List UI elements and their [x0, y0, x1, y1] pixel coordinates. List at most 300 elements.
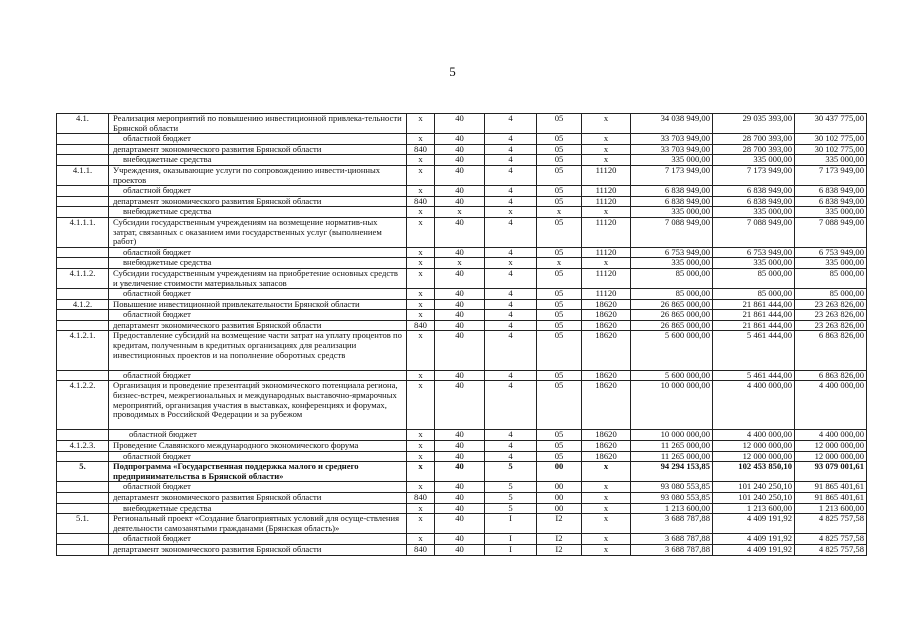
amount-year-1: 26 865 000,00 — [631, 320, 713, 331]
code-main-event: 05 — [537, 268, 582, 288]
code-subprogram: 4 — [485, 299, 537, 310]
page-number: 5 — [449, 64, 456, 79]
code-direction: х — [582, 514, 631, 534]
amount-year-3: 335 000,00 — [795, 258, 867, 269]
row-name: областной бюджет — [109, 134, 407, 145]
code-direction: 18620 — [582, 370, 631, 381]
code-program: 40 — [435, 430, 485, 441]
table-row — [57, 144, 867, 155]
code-program: 40 — [435, 320, 485, 331]
amount-year-2: 335 000,00 — [713, 258, 795, 269]
amount-year-2: 335 000,00 — [713, 155, 795, 166]
row-number — [57, 451, 109, 462]
table-row — [57, 534, 867, 545]
row-name: областной бюджет — [109, 430, 407, 441]
amount-year-3: 4 400 000,00 — [795, 381, 867, 430]
code-program: 40 — [435, 451, 485, 462]
code-program: 40 — [435, 462, 485, 482]
code-direction: х — [582, 207, 631, 218]
code-admin: х — [407, 381, 435, 430]
code-admin: 840 — [407, 196, 435, 207]
row-name: внебюджетные средства — [109, 258, 407, 269]
code-program: 40 — [435, 247, 485, 258]
table-row — [57, 299, 867, 310]
amount-year-1: 6 838 949,00 — [631, 196, 713, 207]
code-main-event: 05 — [537, 217, 582, 247]
row-number — [57, 134, 109, 145]
amount-year-2: 7 088 949,00 — [713, 217, 795, 247]
table-row — [57, 381, 867, 430]
row-name: областной бюджет — [109, 482, 407, 493]
row-name: Подпрограмма «Государственная поддержка малого и среднего предпринимательства в Брянской области» — [109, 462, 407, 482]
code-main-event: 05 — [537, 430, 582, 441]
table-row — [57, 545, 867, 556]
code-subprogram: 4 — [485, 451, 537, 462]
code-main-event: 05 — [537, 247, 582, 258]
amount-year-3: 7 088 949,00 — [795, 217, 867, 247]
row-name: Проведение Славянского международного экономического форума — [109, 441, 407, 452]
amount-year-2: 4 400 000,00 — [713, 430, 795, 441]
amount-year-2: 1 213 600,00 — [713, 503, 795, 514]
row-number — [57, 430, 109, 441]
code-direction: х — [582, 144, 631, 155]
row-name: областной бюджет — [109, 370, 407, 381]
code-admin: х — [407, 258, 435, 269]
code-program: 40 — [435, 310, 485, 321]
code-program: х — [435, 207, 485, 218]
amount-year-3: 1 213 600,00 — [795, 503, 867, 514]
code-admin: х — [407, 462, 435, 482]
row-number — [57, 155, 109, 166]
amount-year-3: 6 838 949,00 — [795, 186, 867, 197]
code-subprogram: 4 — [485, 381, 537, 430]
code-admin: х — [407, 310, 435, 321]
code-subprogram: 4 — [485, 247, 537, 258]
amount-year-2: 6 838 949,00 — [713, 186, 795, 197]
code-program: 40 — [435, 289, 485, 300]
code-subprogram: 4 — [485, 310, 537, 321]
row-name: департамент экономического развития Брянской области — [109, 196, 407, 207]
code-program: 40 — [435, 186, 485, 197]
code-direction: 18620 — [582, 331, 631, 370]
amount-year-1: 34 038 949,00 — [631, 114, 713, 134]
code-subprogram: 4 — [485, 134, 537, 145]
code-direction: 11120 — [582, 247, 631, 258]
row-number — [57, 310, 109, 321]
amount-year-1: 93 080 553,85 — [631, 493, 713, 504]
code-subprogram: 4 — [485, 320, 537, 331]
row-name: внебюджетные средства — [109, 503, 407, 514]
code-admin: 840 — [407, 320, 435, 331]
amount-year-2: 101 240 250,10 — [713, 493, 795, 504]
row-name: департамент экономического развития Брянской области — [109, 545, 407, 556]
row-number — [57, 289, 109, 300]
amount-year-1: 33 703 949,00 — [631, 134, 713, 145]
amount-year-3: 6 863 826,00 — [795, 370, 867, 381]
amount-year-3: 6 753 949,00 — [795, 247, 867, 258]
code-admin: х — [407, 217, 435, 247]
amount-year-2: 85 000,00 — [713, 268, 795, 288]
amount-year-3: 85 000,00 — [795, 268, 867, 288]
code-main-event: 05 — [537, 114, 582, 134]
code-admin: х — [407, 247, 435, 258]
row-number — [57, 493, 109, 504]
row-number — [57, 186, 109, 197]
table-row — [57, 247, 867, 258]
table-row — [57, 258, 867, 269]
code-program: 40 — [435, 503, 485, 514]
code-subprogram: 4 — [485, 441, 537, 452]
amount-year-1: 33 703 949,00 — [631, 144, 713, 155]
row-number — [57, 503, 109, 514]
row-number — [57, 320, 109, 331]
code-subprogram: 5 — [485, 482, 537, 493]
code-subprogram: 4 — [485, 331, 537, 370]
code-main-event: 00 — [537, 493, 582, 504]
table-row — [57, 451, 867, 462]
code-main-event: х — [537, 258, 582, 269]
code-main-event: I2 — [537, 534, 582, 545]
table-row — [57, 370, 867, 381]
code-admin: х — [407, 299, 435, 310]
row-name: областной бюджет — [109, 451, 407, 462]
amount-year-2: 21 861 444,00 — [713, 310, 795, 321]
amount-year-2: 6 753 949,00 — [713, 247, 795, 258]
code-subprogram: 4 — [485, 186, 537, 197]
code-direction: х — [582, 134, 631, 145]
amount-year-2: 21 861 444,00 — [713, 299, 795, 310]
code-admin: х — [407, 451, 435, 462]
code-subprogram: 4 — [485, 289, 537, 300]
code-main-event: 05 — [537, 310, 582, 321]
code-subprogram: х — [485, 258, 537, 269]
code-direction: 18620 — [582, 441, 631, 452]
code-main-event: I2 — [537, 514, 582, 534]
amount-year-2: 101 240 250,10 — [713, 482, 795, 493]
amount-year-2: 12 000 000,00 — [713, 451, 795, 462]
table-row — [57, 289, 867, 300]
code-main-event: 05 — [537, 451, 582, 462]
code-direction: х — [582, 503, 631, 514]
code-admin: х — [407, 165, 435, 185]
code-admin: х — [407, 268, 435, 288]
code-admin: х — [407, 289, 435, 300]
amount-year-1: 6 753 949,00 — [631, 247, 713, 258]
amount-year-3: 12 000 000,00 — [795, 451, 867, 462]
code-main-event: 00 — [537, 503, 582, 514]
code-admin: х — [407, 155, 435, 166]
code-subprogram: I — [485, 545, 537, 556]
code-subprogram: 4 — [485, 165, 537, 185]
code-program: 40 — [435, 134, 485, 145]
code-program: 40 — [435, 165, 485, 185]
code-subprogram: 4 — [485, 430, 537, 441]
code-admin: х — [407, 207, 435, 218]
amount-year-3: 335 000,00 — [795, 155, 867, 166]
amount-year-3: 335 000,00 — [795, 207, 867, 218]
code-direction: х — [582, 493, 631, 504]
amount-year-1: 85 000,00 — [631, 289, 713, 300]
amount-year-3: 7 173 949,00 — [795, 165, 867, 185]
code-subprogram: 4 — [485, 370, 537, 381]
table-row — [57, 268, 867, 288]
code-subprogram: 5 — [485, 493, 537, 504]
row-name: департамент экономического развития Брянской области — [109, 493, 407, 504]
table-row — [57, 441, 867, 452]
table-row — [57, 493, 867, 504]
table-row — [57, 196, 867, 207]
code-program: 40 — [435, 381, 485, 430]
table-row — [57, 320, 867, 331]
code-main-event: 05 — [537, 155, 582, 166]
code-admin: 840 — [407, 493, 435, 504]
table-row — [57, 503, 867, 514]
code-direction: х — [582, 462, 631, 482]
code-subprogram: I — [485, 534, 537, 545]
amount-year-3: 30 102 775,00 — [795, 144, 867, 155]
code-program: 40 — [435, 144, 485, 155]
table-row — [57, 482, 867, 493]
code-main-event: х — [537, 207, 582, 218]
table-row — [57, 217, 867, 247]
amount-year-1: 11 265 000,00 — [631, 451, 713, 462]
row-name: Региональный проект «Создание благоприятных условий для осуще-ствления деятельности самозанятыми гражданами (Брянская область)» — [109, 514, 407, 534]
amount-year-1: 26 865 000,00 — [631, 299, 713, 310]
amount-year-3: 12 000 000,00 — [795, 441, 867, 452]
code-admin: х — [407, 534, 435, 545]
row-name: Учреждения, оказывающие услуги по сопровождению инвести-ционных проектов — [109, 165, 407, 185]
amount-year-3: 93 079 001,61 — [795, 462, 867, 482]
amount-year-1: 7 088 949,00 — [631, 217, 713, 247]
code-subprogram: 5 — [485, 503, 537, 514]
amount-year-2: 335 000,00 — [713, 207, 795, 218]
code-main-event: I2 — [537, 545, 582, 556]
code-direction: 18620 — [582, 451, 631, 462]
amount-year-1: 3 688 787,88 — [631, 514, 713, 534]
code-admin: х — [407, 441, 435, 452]
code-program: 40 — [435, 370, 485, 381]
code-admin: х — [407, 134, 435, 145]
code-direction: 18620 — [582, 320, 631, 331]
row-number — [57, 258, 109, 269]
table-row — [57, 165, 867, 185]
row-name: внебюджетные средства — [109, 155, 407, 166]
code-admin: х — [407, 370, 435, 381]
code-subprogram: 4 — [485, 217, 537, 247]
code-subprogram: 4 — [485, 268, 537, 288]
amount-year-2: 28 700 393,00 — [713, 134, 795, 145]
amount-year-1: 5 600 000,00 — [631, 331, 713, 370]
code-main-event: 05 — [537, 196, 582, 207]
table-row — [57, 114, 867, 134]
row-name: областной бюджет — [109, 247, 407, 258]
code-direction: 18620 — [582, 381, 631, 430]
code-subprogram: I — [485, 514, 537, 534]
row-number: 4.1.2. — [57, 299, 109, 310]
row-name: Предоставление субсидий на возмещение части затрат на уплату процентов по кредитам, полученным в кредитных организациях для реализации инвестиционных проектов и на пополнение оборотных средств — [109, 331, 407, 370]
amount-year-3: 85 000,00 — [795, 289, 867, 300]
amount-year-3: 23 263 826,00 — [795, 320, 867, 331]
amount-year-1: 335 000,00 — [631, 207, 713, 218]
amount-year-2: 7 173 949,00 — [713, 165, 795, 185]
amount-year-1: 5 600 000,00 — [631, 370, 713, 381]
amount-year-3: 4 825 757,58 — [795, 545, 867, 556]
amount-year-1: 1 213 600,00 — [631, 503, 713, 514]
amount-year-1: 26 865 000,00 — [631, 310, 713, 321]
amount-year-1: 10 000 000,00 — [631, 430, 713, 441]
amount-year-3: 23 263 826,00 — [795, 310, 867, 321]
code-main-event: 00 — [537, 462, 582, 482]
code-program: 40 — [435, 331, 485, 370]
code-main-event: 05 — [537, 289, 582, 300]
code-main-event: 05 — [537, 186, 582, 197]
code-subprogram: 5 — [485, 462, 537, 482]
code-main-event: 00 — [537, 482, 582, 493]
row-number — [57, 545, 109, 556]
table-row — [57, 134, 867, 145]
row-name: областной бюджет — [109, 289, 407, 300]
code-admin: х — [407, 482, 435, 493]
row-number: 4.1.1.1. — [57, 217, 109, 247]
code-main-event: 05 — [537, 144, 582, 155]
code-direction: х — [582, 482, 631, 493]
table-row — [57, 514, 867, 534]
table-row — [57, 331, 867, 370]
code-main-event: 05 — [537, 370, 582, 381]
row-name: Организация и проведение презентаций экономического потенциала региона, бизнес-встреч, межрегиональных и международных выставочно-ярмарочных мероприятий, организация участия в выставках, конференциях и форумах, проводимых в Российской Федерации и за рубежом — [109, 381, 407, 430]
code-direction: 18620 — [582, 430, 631, 441]
code-admin: х — [407, 331, 435, 370]
amount-year-2: 6 838 949,00 — [713, 196, 795, 207]
row-number — [57, 207, 109, 218]
row-number: 5.1. — [57, 514, 109, 534]
amount-year-1: 94 294 153,85 — [631, 462, 713, 482]
code-program: 40 — [435, 534, 485, 545]
code-direction: 18620 — [582, 299, 631, 310]
amount-year-2: 4 409 191,92 — [713, 514, 795, 534]
amount-year-1: 10 000 000,00 — [631, 381, 713, 430]
code-subprogram: 4 — [485, 144, 537, 155]
amount-year-2: 28 700 393,00 — [713, 144, 795, 155]
row-name: областной бюджет — [109, 310, 407, 321]
amount-year-3: 91 865 401,61 — [795, 493, 867, 504]
code-main-event: 05 — [537, 134, 582, 145]
amount-year-3: 6 838 949,00 — [795, 196, 867, 207]
amount-year-2: 102 453 850,10 — [713, 462, 795, 482]
amount-year-1: 11 265 000,00 — [631, 441, 713, 452]
amount-year-1: 85 000,00 — [631, 268, 713, 288]
row-name: Субсидии государственным учреждениям на возмещение норматив-ных затрат, связанных с оказанием ими государственных услуг (выполнением работ) — [109, 217, 407, 247]
table-row — [57, 186, 867, 197]
code-main-event: 05 — [537, 441, 582, 452]
code-program: 40 — [435, 545, 485, 556]
code-subprogram: 4 — [485, 114, 537, 134]
row-number — [57, 144, 109, 155]
row-number — [57, 534, 109, 545]
row-number — [57, 196, 109, 207]
code-subprogram: 4 — [485, 155, 537, 166]
code-program: 40 — [435, 441, 485, 452]
amount-year-3: 4 400 000,00 — [795, 430, 867, 441]
table-row — [57, 207, 867, 218]
code-direction: 11120 — [582, 289, 631, 300]
amount-year-3: 6 863 826,00 — [795, 331, 867, 370]
code-direction: 18620 — [582, 310, 631, 321]
code-direction: х — [582, 545, 631, 556]
amount-year-2: 4 409 191,92 — [713, 534, 795, 545]
code-direction: х — [582, 534, 631, 545]
amount-year-1: 93 080 553,85 — [631, 482, 713, 493]
code-admin: х — [407, 503, 435, 514]
amount-year-2: 5 461 444,00 — [713, 370, 795, 381]
code-admin: 840 — [407, 144, 435, 155]
code-main-event: 05 — [537, 299, 582, 310]
code-admin: х — [407, 186, 435, 197]
amount-year-2: 29 035 393,00 — [713, 114, 795, 134]
table-row — [57, 462, 867, 482]
code-program: 40 — [435, 217, 485, 247]
code-direction: 11120 — [582, 196, 631, 207]
amount-year-1: 3 688 787,88 — [631, 534, 713, 545]
code-program: 40 — [435, 514, 485, 534]
row-number: 4.1.2.2. — [57, 381, 109, 430]
code-program: 40 — [435, 268, 485, 288]
amount-year-1: 7 173 949,00 — [631, 165, 713, 185]
code-main-event: 05 — [537, 331, 582, 370]
table-row — [57, 310, 867, 321]
table-row — [57, 155, 867, 166]
amount-year-3: 30 437 775,00 — [795, 114, 867, 134]
code-program: 40 — [435, 155, 485, 166]
code-program: х — [435, 258, 485, 269]
amount-year-2: 4 409 191,92 — [713, 545, 795, 556]
amount-year-3: 23 263 826,00 — [795, 299, 867, 310]
code-program: 40 — [435, 114, 485, 134]
amount-year-2: 21 861 444,00 — [713, 320, 795, 331]
amount-year-1: 6 838 949,00 — [631, 186, 713, 197]
code-direction: 11120 — [582, 165, 631, 185]
code-program: 40 — [435, 482, 485, 493]
code-admin: х — [407, 430, 435, 441]
code-direction: х — [582, 114, 631, 134]
amount-year-1: 335 000,00 — [631, 155, 713, 166]
code-program: 40 — [435, 299, 485, 310]
row-name: Реализация мероприятий по повышению инвестиционной привлека-тельности Брянской области — [109, 114, 407, 134]
code-admin: 840 — [407, 545, 435, 556]
row-number: 4.1.1.2. — [57, 268, 109, 288]
amount-year-2: 12 000 000,00 — [713, 441, 795, 452]
row-name: Повышение инвестиционной привлекательности Брянской области — [109, 299, 407, 310]
row-number: 5. — [57, 462, 109, 482]
code-subprogram: 4 — [485, 196, 537, 207]
amount-year-1: 3 688 787,88 — [631, 545, 713, 556]
code-program: 40 — [435, 493, 485, 504]
code-main-event: 05 — [537, 165, 582, 185]
code-subprogram: х — [485, 207, 537, 218]
code-program: 40 — [435, 196, 485, 207]
row-name: областной бюджет — [109, 534, 407, 545]
code-main-event: 05 — [537, 320, 582, 331]
amount-year-3: 4 825 757,58 — [795, 534, 867, 545]
amount-year-1: 335 000,00 — [631, 258, 713, 269]
code-direction: 11120 — [582, 268, 631, 288]
row-name: внебюджетные средства — [109, 207, 407, 218]
row-name: областной бюджет — [109, 186, 407, 197]
table-row — [57, 430, 867, 441]
row-name: департамент экономического развития Брянской области — [109, 320, 407, 331]
code-direction: 11120 — [582, 217, 631, 247]
row-number: 4.1.2.3. — [57, 441, 109, 452]
